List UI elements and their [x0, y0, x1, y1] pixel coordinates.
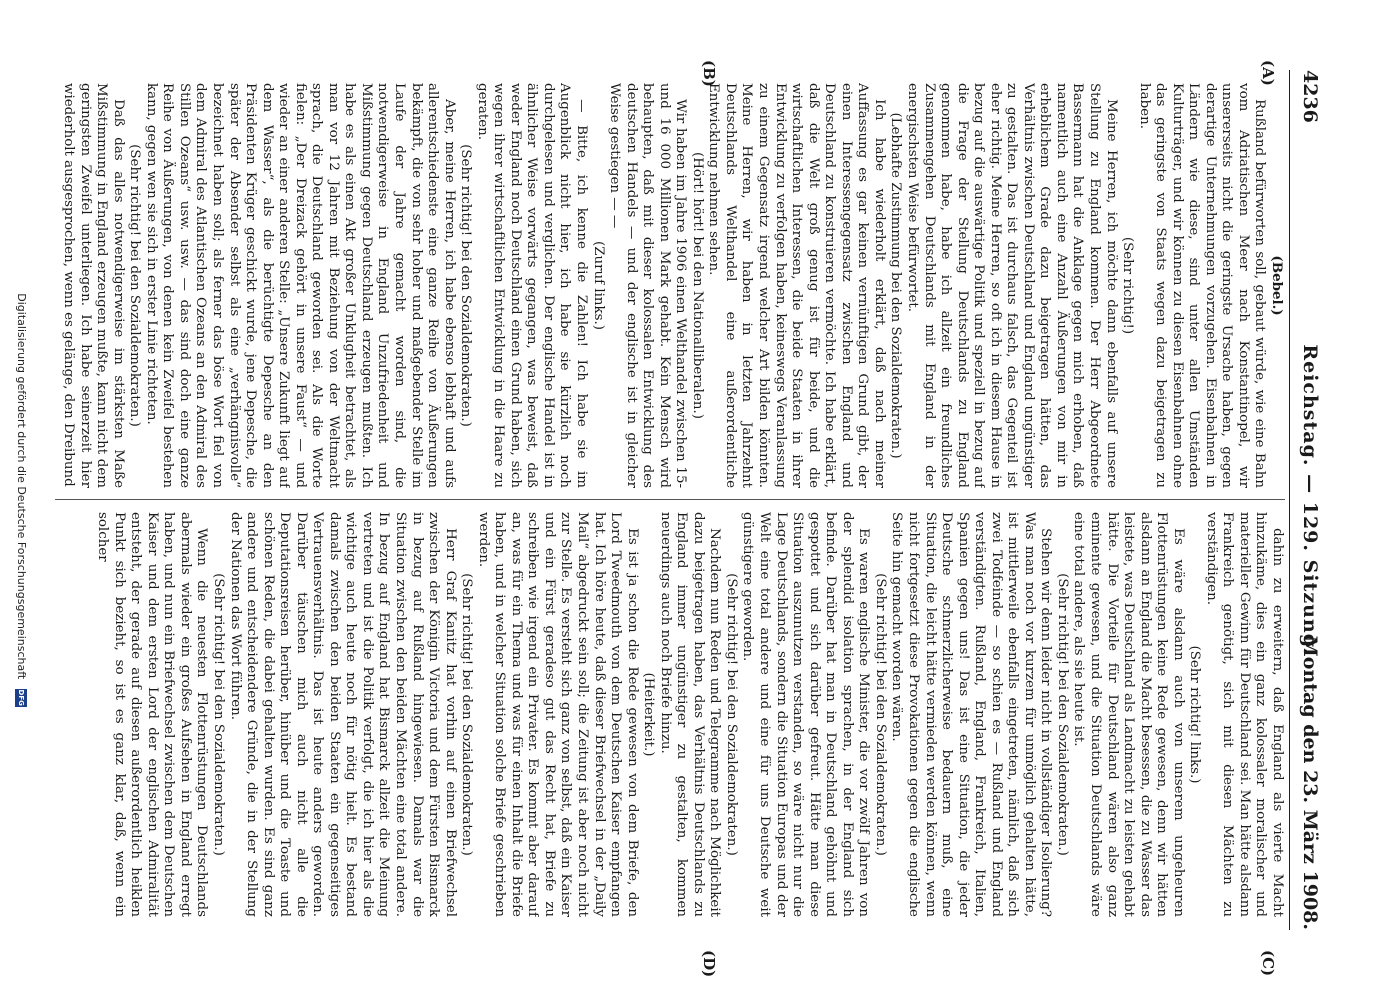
paragraph: — Bitte, ich kenne die Zahlen! Ich habe sie im Augenblick nicht hier, ich habe sie kürzlich noch durchgelesen und verglichen. Der englische Handel ist in ähnlicher Weise vorwärts gegangen, was beweist, daß weder England noch Deutschland einen Grund haben, sich wegen ihrer wirtschaftlichen Entwicklung in die Haare zu geraten. [474, 83, 590, 488]
header-rule [1289, 70, 1290, 930]
paragraph: Nachdem nun Reden und Telegramme nach Möglichkeit dazu beigetragen haben, das Verhältnis Deutschlands zu England immer ungünstiger zu gestalten, kommen neuerdings auch noch Briefe hinzu. [657, 512, 723, 917]
margin-marker-d: (D) [700, 950, 718, 978]
page-header [1291, 70, 1321, 930]
paragraph: Es waren englische Minister, die vor zwölf Jahren von der splendid isolation sprachen, in der England sich befinde. Darüber hat man in Deutschland gehöhnt und gespottet und sich darüber gefreut. Hätte man diese Situation auszunutzen verstanden, so wäre nicht nur die Lage Deutschlands, sondern die Situation Europas und der Welt eine total andere und eine für uns Deutsche weit günstigere geworden. [740, 512, 872, 917]
paragraph: dahin zu erweitern, daß England als vierte Macht hinzukäme, dies ein ganz kolossaler moralischer und materieller Gewinn für Deutschland sei. Man hätte alsdann Frankreich genötigt, sich mit diesen Mächten zu verständigen. [1203, 512, 1285, 917]
paragraph: Wenn die neuesten Flottenrüstungen Deutschlands abermals wieder ein großes Aufsehen in England erregt haben, und nun ein Briefwechsel zwischen dem Deutschen Kaiser und dem ersten Lord der englischen Admiralität entsteht, der gerade auf diesen außerordentlich heiklen Punkt sich bezieht, so ist es ganz klar, daß, wenn ein solcher [95, 512, 210, 917]
paragraph: Es ist ja schon die Rede gewesen von dem Briefe, den Lord Tweedmouth von dem Deutschen Kaiser empfangen hat. Ich höre heute, daß dieser Briefwechsel in der „Daily Mail“ abgedruckt sein soll; die Zeitung ist aber noch nicht zur Stelle. Es versteht sich ganz von selbst, daß ein Kaiser und ein Fürst geradeso gut das Recht hat, Briefe zu schreiben wie irgend ein Privater. Es kommt aber darauf an, was für ein Thema und was für einen Inhalt die Briefe haben, und in welcher Situation solche Briefe geschrieben werden. [475, 512, 640, 917]
paragraph: Rußland befürworten soll, gebaut würde, wie eine Bahn vom Adriatischen Meer nach Konstantinopel, wir unsererseits nicht die geringste Ursache haben, gegen derartige Unternehmungen vorzugehen. Eisenbahnen in Ländern wie diese, sind unter allen Umständen Kulturträger, und wir können zu diesen Eisenbahnen ohne das geringste von Staats wegen dazu beigetragen zu haben. [1136, 83, 1268, 488]
interjection: (Hört! hört! bei den Nationalliberalen.) [689, 152, 705, 419]
speaker-name: (Bebel.) [1269, 255, 1285, 316]
interjection: (Sehr richtig! links.) [1187, 645, 1203, 784]
left-text-column [55, 83, 1285, 488]
margin-marker-c: (C) [1259, 950, 1277, 977]
credit-text: Digitalisierung gefördert durch die Deutsche Forschungsgemeinschaft [15, 293, 28, 680]
left-paragraphs [60, 83, 1268, 488]
paragraph: Wir haben im Jahre 1906 einen Welthandel zwischen 15- und 16 000 Millionen Mark gehabt. Kein Mensch wird behaupten, daß mit dieser kolossalen Entwicklung des deutschen Handels — und der englische ist in gleicher Weise gestiegen — — [607, 83, 689, 488]
paragraph: Ich habe wiederholt erklärt, daß nach meiner Auffassung es gar keinen vernünftigen Grund gibt, der einen Interessengegensatz zwischen England und Deutschland zu konstruieren vermöchte. Ich habe erklärt, daß die Welt groß genug ist für beide, und die wirtschaftlichen Interessen, die beide Staaten in ihrer Entwicklung zu verfolgen haben, keineswegs Veranlassung zu einem Gegensatz irgend welcher Art bilden könnten. Meine Herren, wir haben in letzten Jahrzehnt Deutschlands Welthandel eine außerordentliche Entwicklung nehmen sehen. [706, 83, 887, 488]
interjection: (Sehr richtig! bei den Sozialdemokraten.) [459, 573, 475, 856]
right-paragraphs [94, 512, 1285, 917]
margin-marker-b: (B) [700, 60, 718, 87]
right-text-column [55, 512, 1285, 917]
column-divider [55, 499, 1285, 500]
interjection: (Sehr richtig! bei den Sozialdemokraten.) [723, 573, 739, 856]
interjection: (Zuruf links.) [590, 240, 606, 331]
interjection: (Sehr richtig! bei den Sozialdemokraten.) [211, 573, 226, 856]
interjection: (Sehr richtig! bei den Sozialdemokraten.) [872, 573, 888, 856]
page-number: 4236 [1299, 70, 1321, 123]
session-date: Montag den 23. März 1908. [1299, 635, 1321, 930]
interjection: (Sehr richtig!) [1120, 236, 1136, 335]
paragraph: Stehen wir denn leider nicht in vollständiger Isolierung? Was man noch vor kurzem für unmöglich gehalten hätte, ist mittlerweile ebenfalls eingetreten, nämlich, daß sich zwei Todfeinde — so schien es — Rußland und England verständigten. Rußland, England, Frankreich, Italien, Spanien gegen uns! Das ist eine Situation, die jeder Deutsche schmerzlicherweise bedauern muß, eine Situation, die leicht hätte vermieden werden können, wenn nicht fortgesetzt diese Provokationen gegen die englische Seite hin gemacht worden wären. [889, 512, 1054, 917]
digitization-credit [10, 0, 28, 1000]
margin-marker-a: (A) [1259, 60, 1277, 86]
paragraph: Herr Graf Kanitz hat vorhin auf einen Briefwechsel zwischen der Königin Victoria und dem Fürsten Bismarck in bezug auf Rußland hingewiesen. Damals war die Situation zwischen den beiden Mächten eine total andere. In bezug auf England hat Bismarck allzeit die Meinung vertreten und ist die Politik verfolgt, die ich hier als die wichtige auch heute noch für nötig hielt. Es bestand damals zwischen den beiden Staaten ein gegenseitiges Vertrauensverhältnis. Das ist heute anders geworden. Darüber täuschen mich auch nicht alle die Deputationsreisen herüber, hinüber und die Toaste und schönen Reden, die dabei gehalten wurden. Es sind ganz andere und entscheidendere Gründe, die in der Stellung der Nationen das Wort führen. [227, 512, 458, 917]
interjection: (Sehr richtig! bei den Sozialdemokraten.) [458, 144, 474, 427]
interjection: (Sehr richtig! bei den Sozialdemokraten.) [127, 144, 143, 427]
paragraph: Meine Herren, ich möchte dann ebenfalls auf unsere Stellung zu England kommen. Der Herr Abgeordnete Bassermann hat die Anklage gegen mich erhoben, daß namentlich auch eine Anzahl Äußerungen von mir in erheblichem Grade dazu beigetragen hätten, das Verhältnis zwischen Deutschland und England ungünstiger zu gestalten. Das ist durchaus falsch, das Gegenteil ist eher richtig. Meine Herren, so oft ich in diesem Hause in bezug auf die auswärtige Politik und speziell in bezug auf die Frage der Stellung Deutschlands zu England genommen habe, habe ich allzeit ein freundliches Zusammengehen Deutschlands mit England in der energischsten Weise befürwortet. [904, 83, 1119, 488]
interjection: (Heiterkeit.) [641, 672, 657, 757]
paragraph: Aber, meine Herren, ich habe ebenso lebhaft und aufs allerentschiedenste eine ganze Reihe von Äußerungen bekämpft, die von sehr hoher und maßgebender Stelle im Laufe der Jahre gemacht worden sind, die notwendigerweise in England Unzufriedenheit und Mißstimmung gegen Deutschland erzeugen mußten. Ich habe es als einen Akt großer Unklugheit betrachtet, als man vor 12 Jahren mit Beziehung von der Weltmacht sprach, die Deutschland geworden sei. Als die Worte fielen: „Der Dreizack gehört in unsere Faust“ — und wieder an einer anderen Stelle: „Unsere Zukunft liegt auf dem Wasser“, als die berüchtigte Depesche an den Präsidenten Krüger geschickt wurde, jene Depesche, die später der Absender selbst als eine „verhängnisvolle“ bezeichnet haben soll; als ferner das böse Wort fiel von dem Admiral des Atlantischen Ozeans an den Admiral des Stillen Ozeans“ usw. usw. — das sind doch eine ganze Reihe von Äußerungen, von denen kein Zweifel bestehen kann, gegen wen sie sich in erster Linie richteten. [143, 83, 457, 488]
page-headline: Reichstag. — 129. Sitzung. [1299, 344, 1321, 656]
dfg-logo: DFG [17, 689, 25, 706]
interjection: (Lebhafte Zustimmung bei den Sozialdemokraten.) [888, 112, 904, 459]
paragraph: Daß das alles notwendigerweise im stärksten Maße Mißstimmung in England erzeugen mußte, kann nicht dem geringsten Zweifel unterliegen. Ich habe seinerzeit hier wiederholt ausgesprochen, wenn es gelänge, den Dreibund [61, 83, 126, 488]
interjection: (Sehr richtig! bei den Sozialdemokraten.) [1054, 573, 1070, 856]
paragraph: Es wäre alsdann auch von unserem ungeheuren Flottenrüstungen keine Rede gewesen, denn wir hätten alsdann an England die Macht besessen, die zu Wasser das leistete, was Deutschland als Landmacht zu leisten gehabt hätte. Die Vorteile für Deutschland wären also ganz eminente gewesen, und die Situation Deutschlands wäre eine total andere, als sie heute ist. [1071, 512, 1186, 917]
